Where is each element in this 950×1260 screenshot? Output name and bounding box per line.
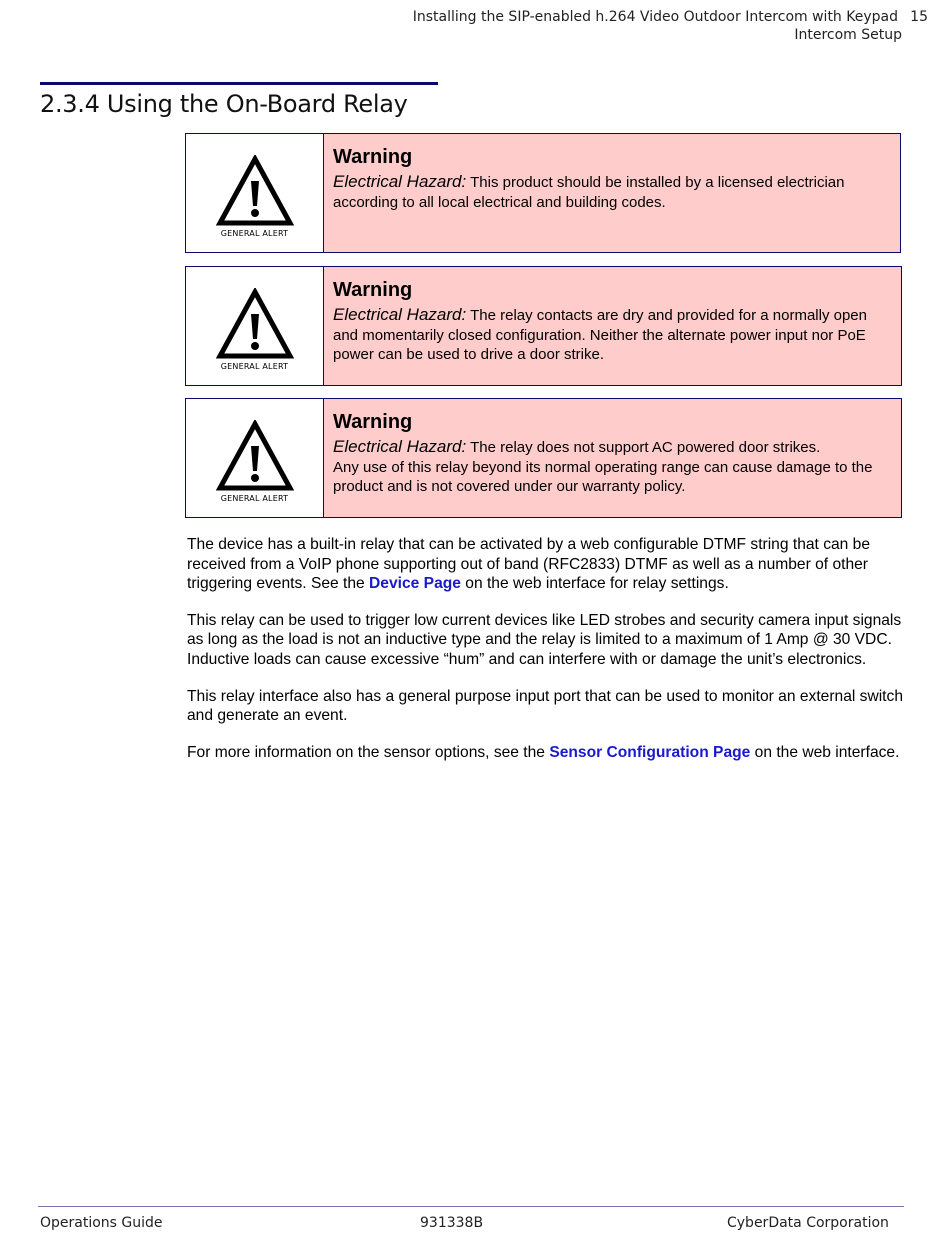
footer-right: CyberData Corporation: [727, 1215, 889, 1231]
footer-left: Operations Guide: [40, 1215, 163, 1231]
warning-text: This product should be installed by a licensed electrician according to all local electrical and building codes.: [333, 174, 845, 211]
page-header: [308, 8, 928, 44]
warning-icon-cell: [186, 399, 324, 517]
header-line-1: [308, 8, 928, 26]
section-rule: [40, 82, 438, 85]
warning-title: Warning: [333, 146, 413, 168]
warning-text-cell: [324, 267, 901, 385]
warning-lead: Electrical Hazard:: [333, 305, 467, 324]
icon-label: GENERAL ALERT: [220, 493, 289, 503]
footer-rule: [38, 1206, 904, 1207]
header-doc-title: Installing the SIP-enabled h.264 Video Outdoor Intercom with Keypad: [412, 9, 898, 25]
warning-text: The relay does not support AC powered door strikes.: [466, 439, 821, 456]
paragraph-relay-overview: [187, 535, 907, 594]
device-page-link[interactable]: Device Page: [369, 575, 461, 593]
icon-label: GENERAL ALERT: [220, 361, 289, 371]
warning-body: [333, 305, 891, 365]
sensor-configuration-page-link[interactable]: Sensor Configuration Page: [549, 743, 751, 761]
general-alert-icon: [216, 420, 294, 492]
paragraph-text: on the web interface for relay settings.: [460, 575, 729, 593]
paragraph-input-port: This relay interface also has a general purpose input port that can be used to monitor an external switch and generate an event.: [187, 687, 903, 725]
warning-title: Warning: [333, 279, 413, 301]
warning-lead: Electrical Hazard:: [333, 172, 467, 191]
warning-text-cell: [324, 399, 901, 517]
warning-text: The relay contacts are dry and provided for a normally open and momentarily closed configuration. Neither the alternate power input nor PoE power can be used to drive a door strike.: [333, 307, 867, 363]
warning-box: [185, 133, 901, 253]
page-number: 15: [910, 9, 928, 25]
warning-text-cell: [324, 134, 900, 252]
warning-extra-text: Any use of this relay beyond its normal operating range can cause damage to the product and is not covered under our warranty policy.: [333, 458, 873, 495]
icon-label: GENERAL ALERT: [220, 228, 289, 238]
warning-icon-cell: [186, 267, 324, 385]
warning-box: [185, 398, 902, 518]
warning-title: Warning: [333, 411, 413, 433]
paragraph-text: on the web interface.: [750, 743, 900, 761]
header-chapter: Intercom Setup: [794, 27, 902, 43]
warning-box: [185, 266, 902, 386]
paragraph-text: The device has a built-in relay that can be activated by a web configurable DTMF string that can be received from a VoIP phone supporting out of band (RFC2833) DTMF as well as a number of other triggering events. See the: [187, 536, 871, 593]
body-text: [187, 535, 907, 779]
warning-lead: Electrical Hazard:: [333, 437, 467, 456]
paragraph-text: For more information on the sensor options, see the: [187, 743, 550, 761]
warning-body: [333, 172, 890, 212]
warning-body: [333, 437, 891, 497]
section-title: 2.3.4 Using the On-Board Relay: [40, 90, 408, 118]
paragraph-relay-load: This relay can be used to trigger low current devices like LED strobes and security camera input signals as long as the load is not an inductive type and the relay is limited to a maximum of 1 Amp @ 30 VDC. Inductive loads can cause excessive “hum” and can interfere with or damage the unit’s electronics.: [187, 611, 902, 668]
warning-icon-cell: [186, 134, 324, 252]
general-alert-icon: [216, 288, 294, 360]
paragraph-sensor-info: [187, 743, 907, 763]
footer-center: 931338B: [420, 1215, 484, 1231]
general-alert-icon: [216, 155, 294, 227]
